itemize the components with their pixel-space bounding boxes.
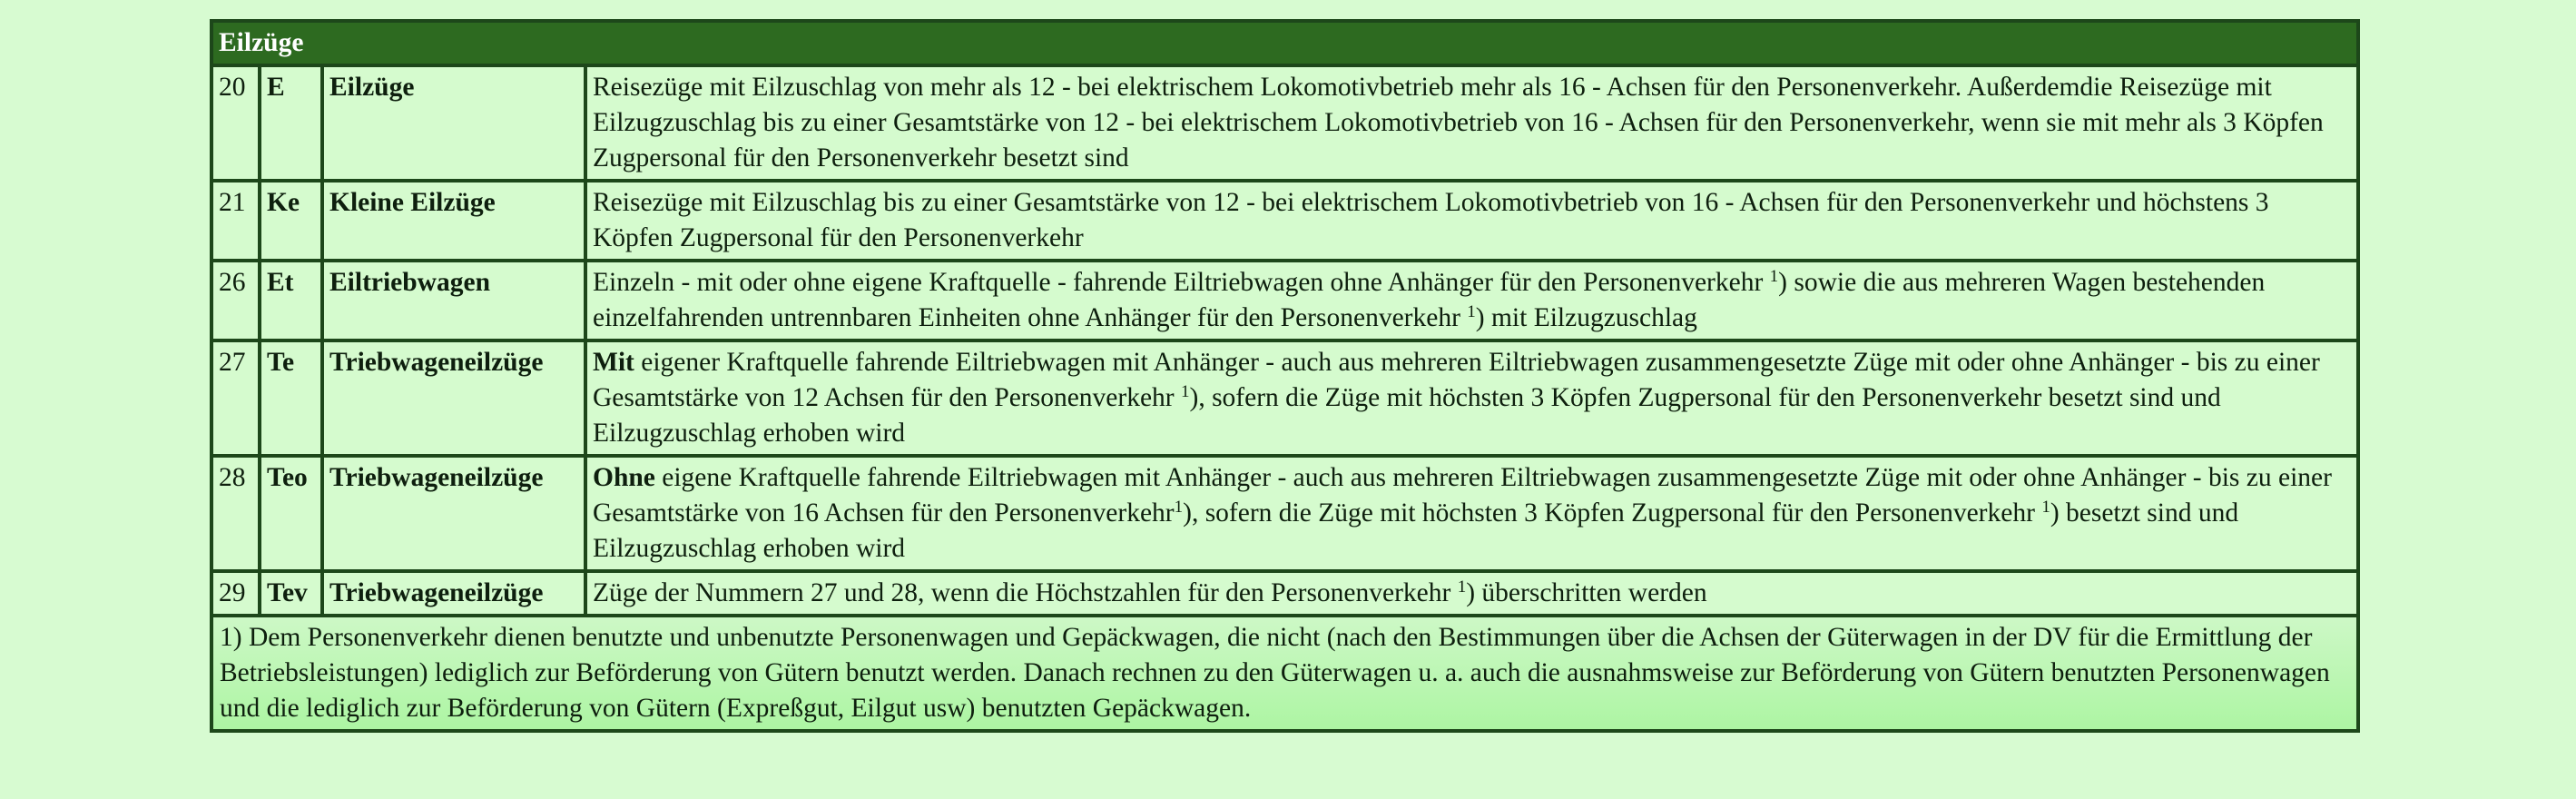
description-text: ), sofern die Züge mit höchsten 3 Köpfen Zugpersonal für den Personenverkehr xyxy=(1183,498,2042,528)
row-abbreviation: Ke xyxy=(260,181,322,261)
description-emphasis: Mit xyxy=(593,348,634,377)
description-text: eigene Kraftquelle fahrende Eiltriebwagen mit Anhänger - auch aus mehreren Eiltriebwagen zusammengesetzte Züge mit oder ohne Anhänger - bis zu einer Gesamtstärke von 16 Achsen für den Personenverkehr xyxy=(593,463,2332,528)
row-number: 29 xyxy=(211,571,260,616)
footnote-marker: 1 xyxy=(1769,267,1779,287)
row-number: 21 xyxy=(211,181,260,261)
table-row xyxy=(211,571,2358,616)
table-row xyxy=(211,340,2358,456)
description-text: Einzeln - mit oder ohne eigene Kraftquelle - fahrende Eiltriebwagen ohne Anhänger für den Personenverkehr xyxy=(593,268,1770,297)
footnote-marker: 1 xyxy=(1181,382,1190,402)
footnote-marker: 1 xyxy=(1457,577,1467,597)
row-description xyxy=(585,181,2358,261)
description-text: Reisezüge mit Eilzuschlag bis zu einer Gesamtstärke von 12 - bei elektrischem Lokomotivbetrieb von 16 - Achsen für den Personenverkehr und höchstens 3 Köpfen Zugpersonal für den Personenverkehr xyxy=(593,188,2269,252)
row-category-name: Triebwageneilzüge xyxy=(322,340,585,456)
row-category-name: Triebwageneilzüge xyxy=(322,571,585,616)
table-header-row xyxy=(211,21,2358,65)
table-row xyxy=(211,261,2358,340)
table-row xyxy=(211,181,2358,261)
table-row xyxy=(211,456,2358,571)
description-emphasis: Ohne xyxy=(593,463,655,492)
description-text: ) mit Eilzugzuschlag xyxy=(1475,303,1697,332)
description-text: Züge der Nummern 27 und 28, wenn die Höchstzahlen für den Personenverkehr xyxy=(593,578,1458,607)
row-abbreviation: Tev xyxy=(260,571,322,616)
description-text: ) überschritten werden xyxy=(1466,578,1707,607)
table-title: Eilzüge xyxy=(211,21,2358,65)
row-category-name: Triebwageneilzüge xyxy=(322,456,585,571)
row-description xyxy=(585,456,2358,571)
row-abbreviation: E xyxy=(260,65,322,181)
row-description xyxy=(585,261,2358,340)
footnote-text: 1) Dem Personenverkehr dienen benutzte und unbenutzte Personenwagen und Gepäckwagen, die nicht (nach den Bestimmungen über die Achsen der Güterwagen in der DV für die Ermittlung der Betriebsleistungen) lediglich zur Beförderung von Gütern benutzt werden. Danach rechnen zu den Güterwagen u. a. auch die ausnahmsweise zur Beförderung von Gütern benutzten Personenwagen und die lediglich zur Beförderung von Gütern (Expreßgut, Eilgut usw) benutzten Gepäckwagen. xyxy=(211,616,2358,731)
row-description xyxy=(585,340,2358,456)
row-category-name: Kleine Eilzüge xyxy=(322,181,585,261)
row-abbreviation: Te xyxy=(260,340,322,456)
description-text: ) sowie die aus mehreren Wagen bestehenden einzelfahrenden untrennbaren Einheiten ohne Anhänger für den Personenverkehr xyxy=(593,268,2266,332)
row-category-name: Eilzüge xyxy=(322,65,585,181)
train-category-table-container xyxy=(210,19,2360,733)
row-description xyxy=(585,65,2358,181)
row-number: 27 xyxy=(211,340,260,456)
footnote-marker: 1 xyxy=(2041,498,2050,518)
footnote-marker: 1 xyxy=(1174,498,1184,518)
row-abbreviation: Et xyxy=(260,261,322,340)
row-number: 26 xyxy=(211,261,260,340)
description-text: ) besetzt sind und Eilzugzuschlag erhoben wird xyxy=(593,498,2239,563)
footnote-row xyxy=(211,616,2358,731)
row-abbreviation: Teo xyxy=(260,456,322,571)
row-number: 28 xyxy=(211,456,260,571)
row-number: 20 xyxy=(211,65,260,181)
row-category-name: Eiltriebwagen xyxy=(322,261,585,340)
description-text: ), sofern die Züge mit höchsten 3 Köpfen Zugpersonal für den Personenverkehr besetzt sind und Eilzugzuschlag erhoben wird xyxy=(593,383,2221,448)
table-row xyxy=(211,65,2358,181)
description-text: eigener Kraftquelle fahrende Eiltriebwagen mit Anhänger - auch aus mehreren Eiltriebwagen zusammengesetzte Züge mit oder ohne Anhänger - bis zu einer Gesamtstärke von 12 Achsen für den Personenverkehr xyxy=(593,348,2320,412)
footnote-marker: 1 xyxy=(1467,302,1476,322)
description-text: Reisezüge mit Eilzuschlag von mehr als 12 - bei elektrischem Lokomotivbetrieb mehr als 16 - Achsen für den Personenverkehr. Außerdemdie Reisezüge mit Eilzugzuschlag bis zu einer Gesamtstärke von 12 - bei elektrischem Lokomotivbetrieb von 16 - Achsen für den Personenverkehr, wenn sie mit mehr als 3 Köpfen Zugpersonal für den Personenverkehr besetzt sind xyxy=(593,73,2324,173)
row-description xyxy=(585,571,2358,616)
train-category-table xyxy=(210,19,2360,733)
